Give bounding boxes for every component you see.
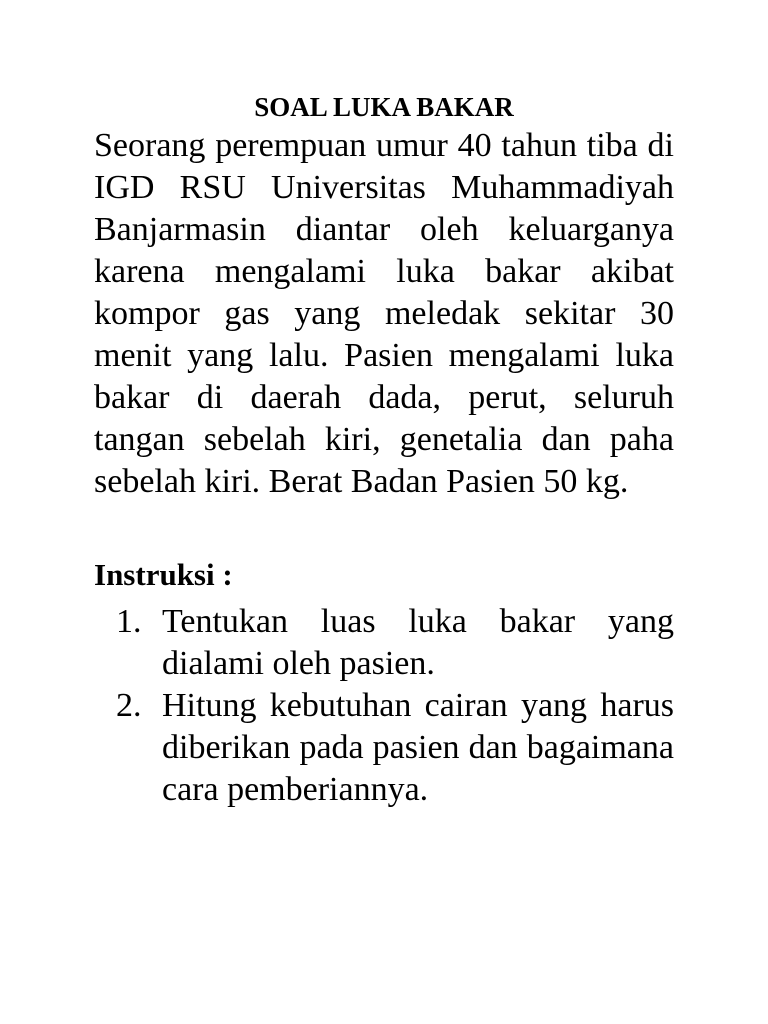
instruction-item-1 [94, 601, 674, 685]
instruction-text: Tentukan luas luka bakar yang dialami oleh pasien. [162, 603, 674, 682]
instructions-list [94, 601, 674, 811]
instruction-number: 2. [116, 687, 142, 724]
case-paragraph: Seorang perempuan umur 40 tahun tiba di IGD RSU Universitas Muhammadiyah Banjarmasin diantar oleh keluarganya karena mengalami luka bakar akibat kompor gas yang meledak sekitar 30 menit yang lalu. Pasien mengalami luka bakar di daerah dada, perut, seluruh tangan sebelah kiri, genetalia dan paha sebelah kiri. Berat Badan Pasien 50 kg. [94, 127, 674, 500]
document-title: SOAL LUKA BAKAR [254, 92, 514, 122]
instructions-heading: Instruksi : [94, 557, 233, 592]
instruction-item-2 [94, 685, 674, 811]
instruction-number: 1. [116, 603, 142, 640]
instruction-text: Hitung kebutuhan cairan yang harus diberikan pada pasien dan bagaimana cara pemberiannya. [162, 687, 674, 808]
